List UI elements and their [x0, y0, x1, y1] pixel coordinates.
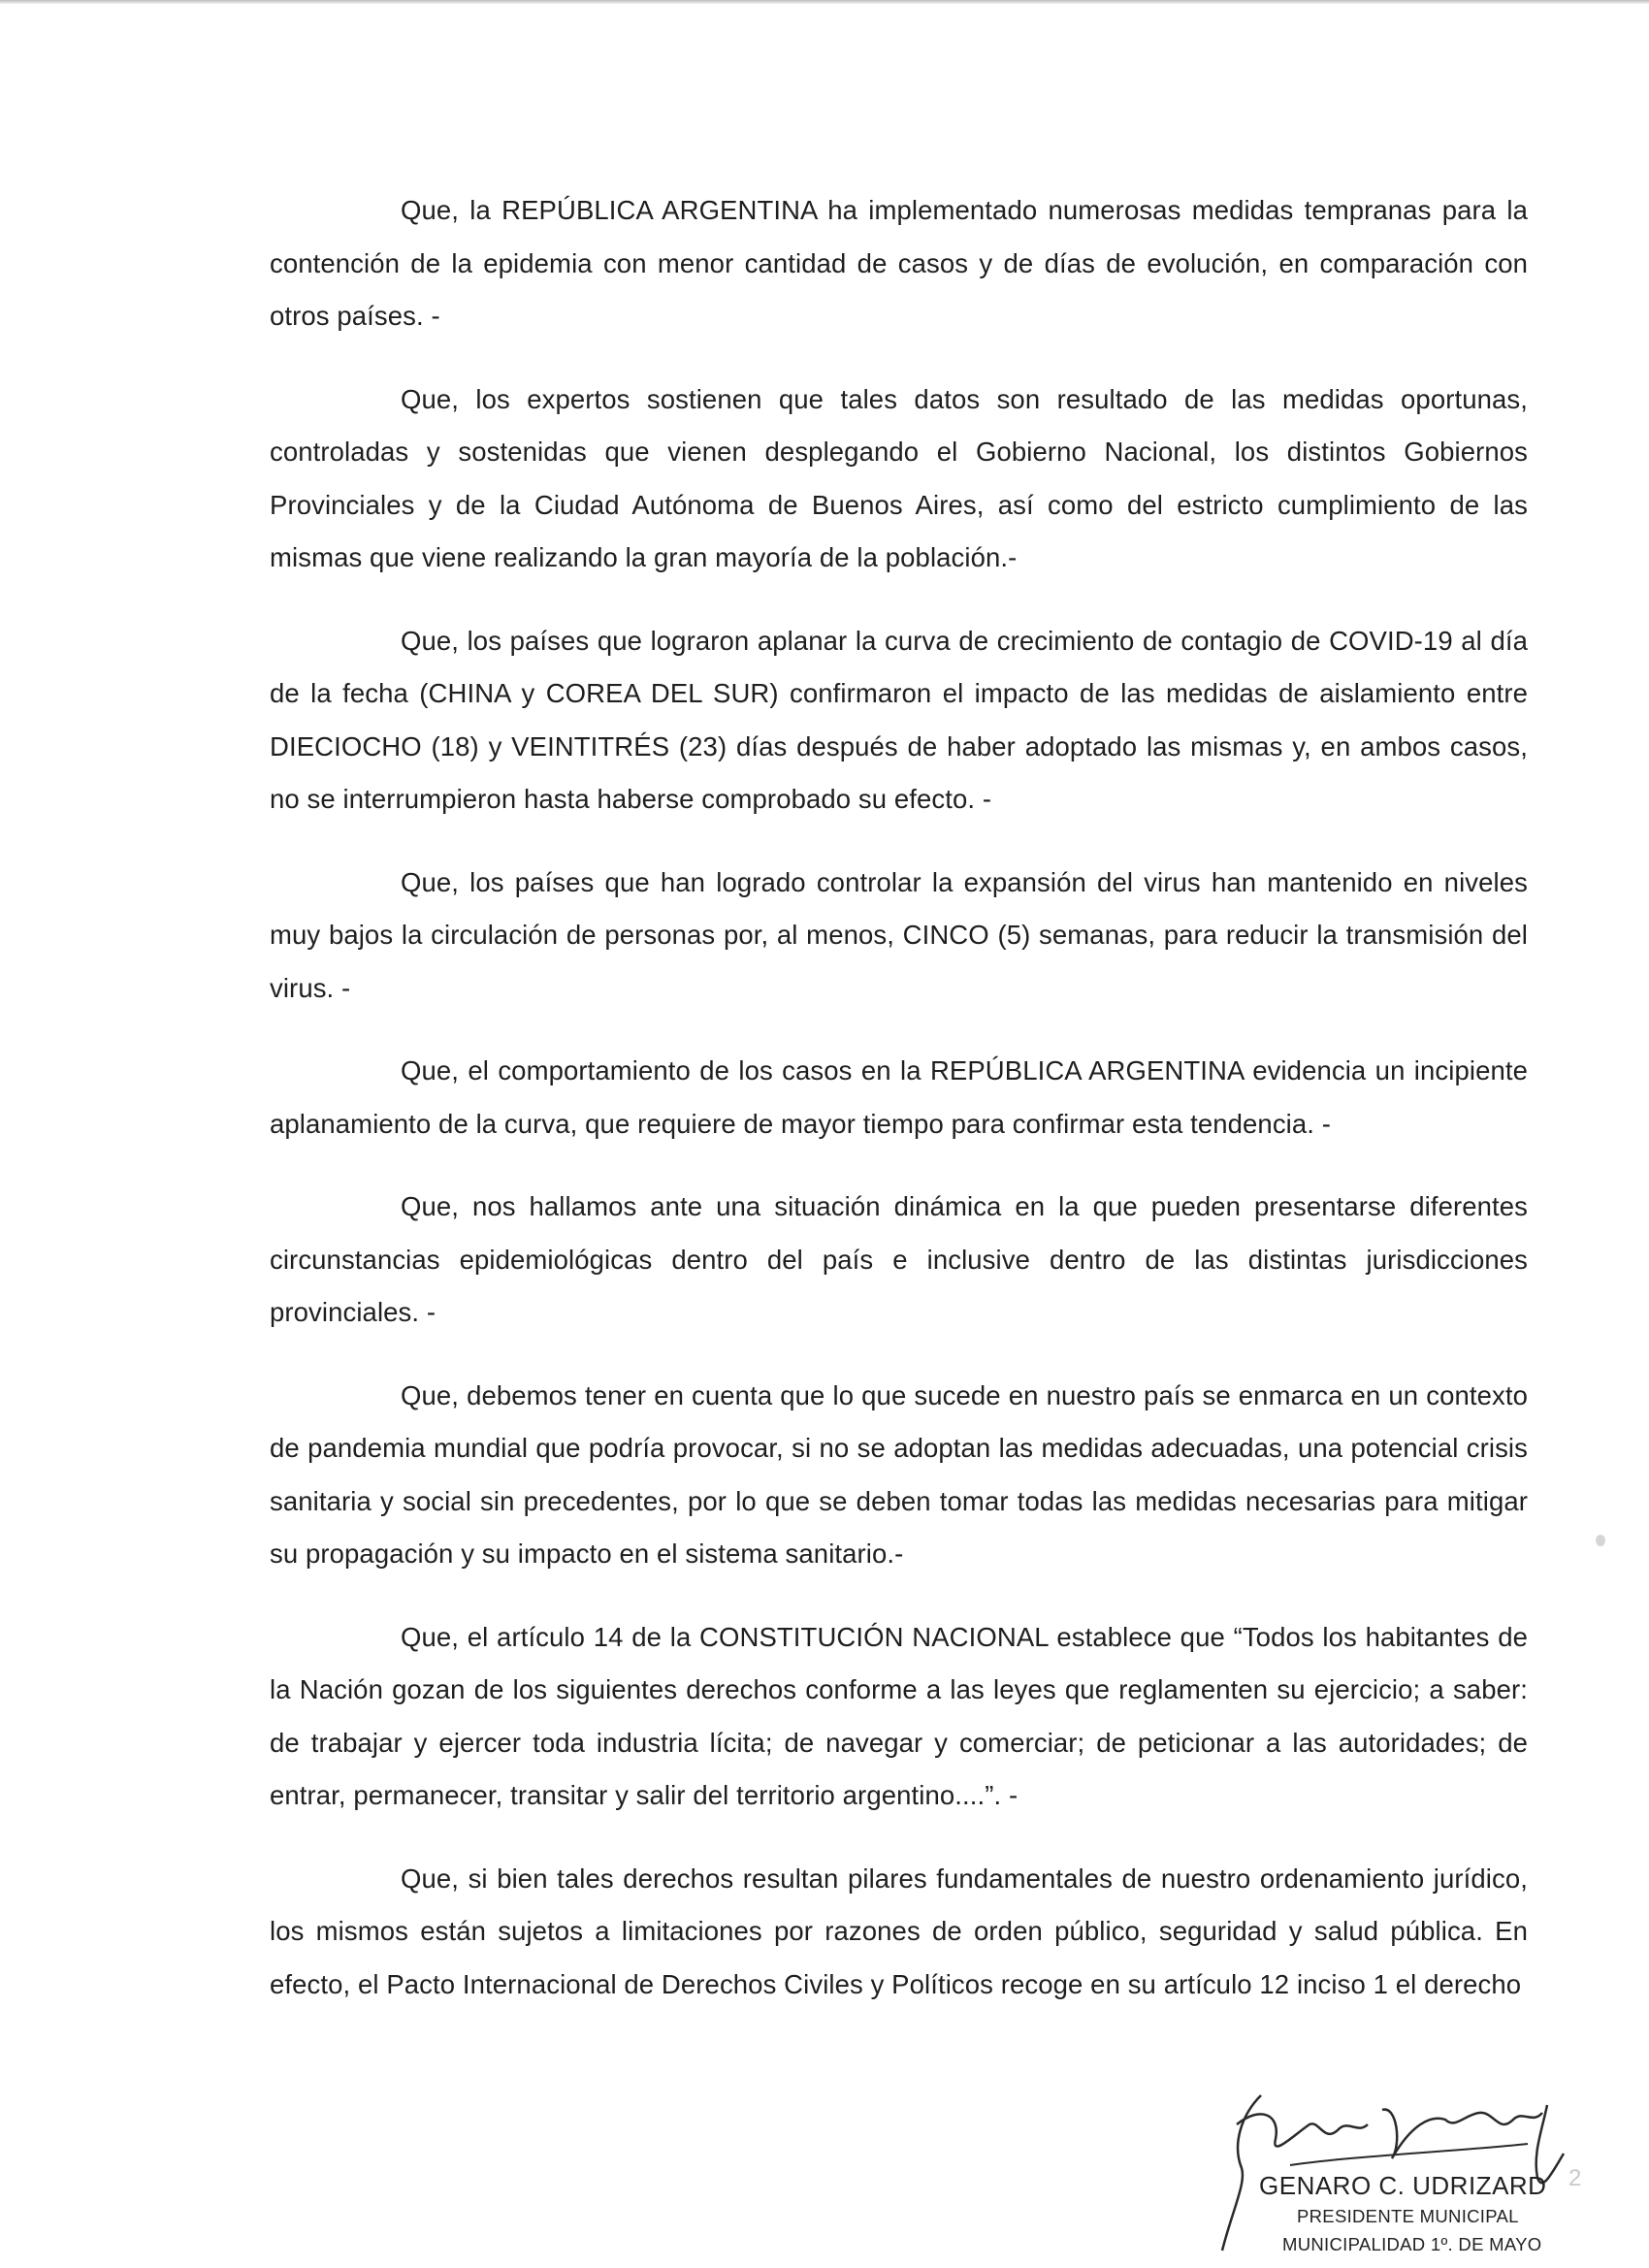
- scan-speck: [1596, 1535, 1605, 1546]
- page-number: 2: [1568, 2165, 1582, 2191]
- scan-top-edge: [0, 0, 1649, 4]
- signature-stamp: [1203, 2086, 1591, 2268]
- paragraph-4: Que, los países que han logrado controlar la expansión del virus han mantenido en niveles muy bajos la circulación de personas por, al menos, CINCO (5) semanas, para reducir la transmisión del virus. -: [270, 866, 1528, 1003]
- paragraph-5: Que, el comportamiento de los casos en la REPÚBLICA ARGENTINA evidencia un incipiente aplanamiento de la curva, que requiere de mayor tiempo para confirmar esta tendencia. -: [270, 1055, 1528, 1139]
- paragraph-8: Que, el artículo 14 de la CONSTITUCIÓN NACIONAL establece que “Todos los habitantes de la Nación gozan de los siguientes derechos conforme a las leyes que reglamenten su ejercicio; a saber: de trabajar y ejercer toda industria lícita; de navegar y comerciar; de peticionar a las autoridades; de entrar, permanecer, transitar y salir del territorio argentino....”. -: [270, 1621, 1528, 1810]
- paragraph-6: Que, nos hallamos ante una situación dinámica en la que pueden presentarse diferentes circunstancias epidemiológicas dentro del país e inclusive dentro de las distintas jurisdicciones provinciales. -: [270, 1191, 1528, 1327]
- signatory-name: GENARO C. UDRIZARD: [1259, 2171, 1547, 2200]
- signatory-role: PRESIDENTE MUNICIPAL: [1297, 2206, 1519, 2226]
- paragraph-1: Que, la REPÚBLICA ARGENTINA ha implementado numerosas medidas tempranas para la contención de la epidemia con menor cantidad de casos y de días de evolución, en comparación con otros países. -: [270, 195, 1528, 331]
- paragraph-7: Que, debemos tener en cuenta que lo que sucede en nuestro país se enmarca en un contexto de pandemia mundial que podría provocar, si no se adoptan las medidas adecuadas, una potencial crisis sanitaria y social sin precedentes, por lo que se deben tomar todas las medidas necesarias para mitigar su propagación y su impacto en el sistema sanitario.-: [270, 1379, 1528, 1569]
- paragraph-9: Que, si bien tales derechos resultan pilares fundamentales de nuestro ordenamiento jurídico, los mismos están sujetos a limitaciones por razones de orden público, seguridad y salud pública. En efecto, el Pacto Internacional de Derechos Civiles y Políticos recoge en su artículo 12 inciso 1 el derecho: [270, 1863, 1528, 1999]
- signatory-organization: MUNICIPALIDAD 1º. DE MAYO: [1282, 2234, 1542, 2254]
- paragraph-3: Que, los países que lograron aplanar la curva de crecimiento de contagio de COVID-19 al día de la fecha (CHINA y COREA DEL SUR) confirmaron el impacto de las medidas de aislamiento entre DIECIOCHO (18) y VEINTITRÉS (23) días después de haber adoptado las mismas y, en ambos casos, no se interrumpieron hasta haberse comprobado su efecto. -: [270, 625, 1528, 814]
- document-body: [270, 184, 1528, 2041]
- paragraph-2: Que, los expertos sostienen que tales datos son resultado de las medidas oportunas, controladas y sostenidas que vienen desplegando el Gobierno Nacional, los distintos Gobiernos Provinciales y de la Ciudad Autónoma de Buenos Aires, así como del estricto cumplimiento de las mismas que viene realizando la gran mayoría de la población.-: [270, 383, 1528, 572]
